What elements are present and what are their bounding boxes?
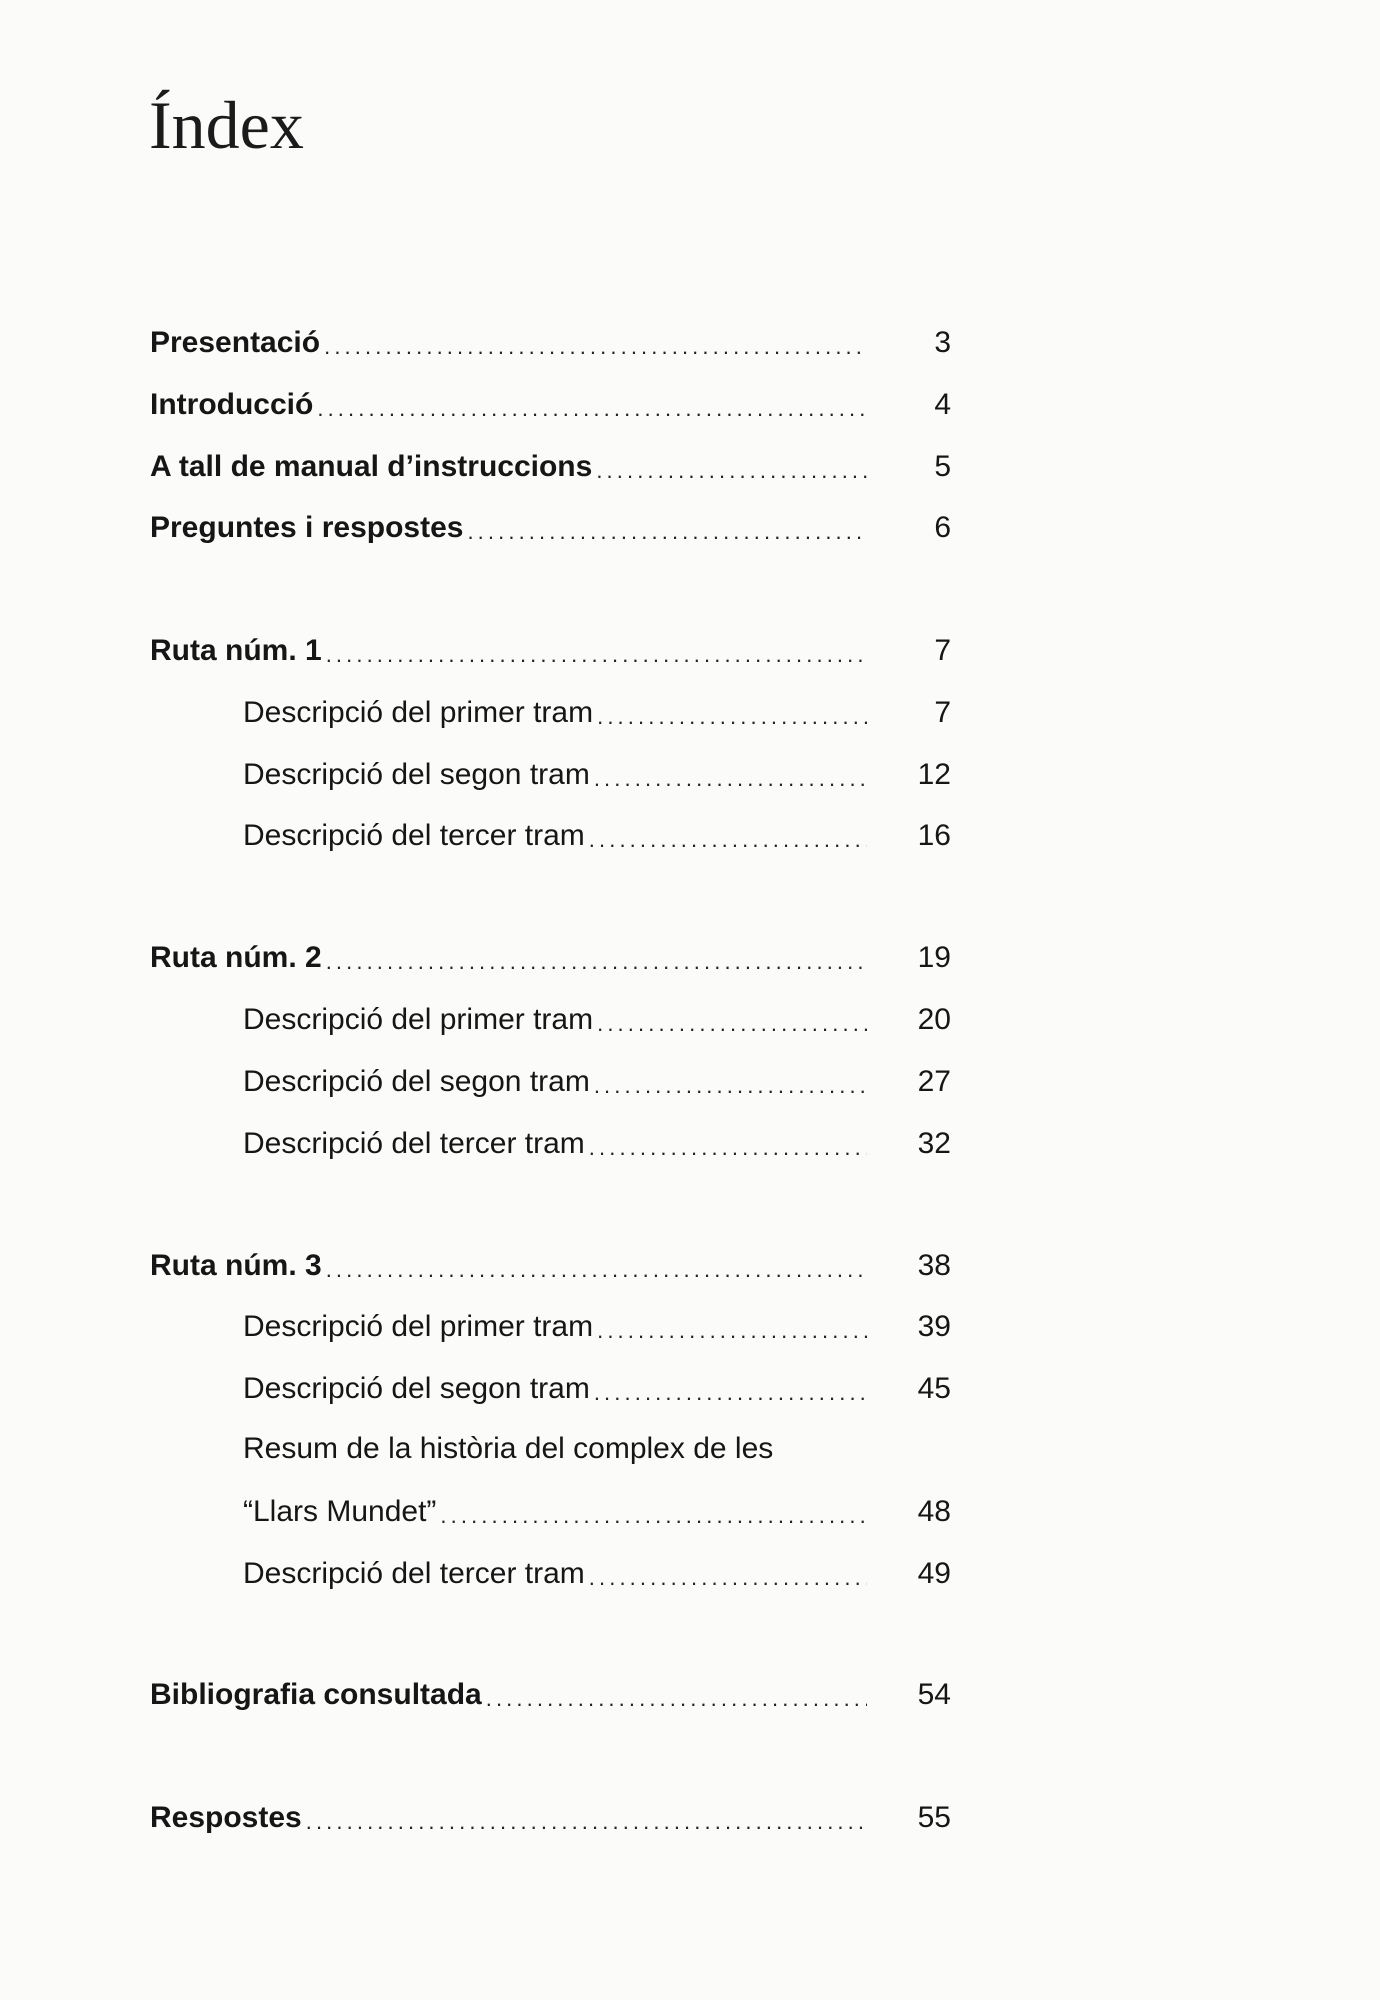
toc-subentry — [243, 1545, 951, 1589]
toc-entry-title: Descripció del tercer tram — [243, 1557, 585, 1590]
toc-subentry — [243, 1298, 951, 1342]
toc-subentry — [243, 746, 951, 790]
toc-entry — [150, 1789, 951, 1833]
toc-entry — [150, 1666, 951, 1710]
toc-subentry — [243, 1053, 951, 1097]
toc-dot-leader — [596, 460, 867, 482]
toc-entry-page: 48 — [917, 1495, 951, 1528]
toc-dot-leader — [589, 1137, 867, 1159]
toc-dot-leader — [440, 1505, 867, 1527]
toc-entry-page: 38 — [917, 1249, 951, 1282]
toc-entry-page: 39 — [917, 1310, 951, 1343]
toc-entry — [150, 438, 951, 482]
toc-entry-page: 54 — [917, 1678, 951, 1711]
toc-dot-leader — [594, 768, 867, 790]
toc-entry-title: Descripció del segon tram — [243, 1372, 590, 1405]
toc-dot-leader — [326, 951, 867, 973]
toc-dot-leader — [589, 1567, 867, 1589]
page-title: Índex — [149, 87, 304, 163]
toc-dot-leader — [317, 398, 867, 420]
toc-entry-page: 49 — [917, 1557, 951, 1590]
toc-entry — [150, 314, 951, 358]
toc-entry-title: Descripció del tercer tram — [243, 819, 585, 852]
toc-entry-title: Descripció del segon tram — [243, 1065, 590, 1098]
toc-entry-title: Resum de la història del complex de les — [243, 1432, 774, 1465]
toc-entry-page: 16 — [917, 819, 951, 852]
toc-entry-page: 32 — [917, 1127, 951, 1160]
toc-dot-leader — [326, 644, 867, 666]
toc-subentry — [243, 1360, 951, 1404]
toc-subentry — [243, 684, 951, 728]
toc-subentry — [243, 807, 951, 851]
toc-entry — [150, 622, 951, 666]
toc-dot-leader — [467, 521, 867, 543]
toc-entry-title: Descripció del primer tram — [243, 1310, 594, 1343]
toc-dot-leader — [594, 1075, 867, 1097]
toc-entry — [150, 929, 951, 973]
toc-entry-title: Respostes — [150, 1801, 302, 1834]
toc-dot-leader — [597, 706, 867, 728]
toc-entry — [150, 376, 951, 420]
toc-dot-leader — [486, 1688, 867, 1710]
toc-entry-title: A tall de manual d’instruccions — [150, 450, 593, 483]
toc-entry-page: 7 — [934, 696, 951, 729]
toc-dot-leader — [597, 1320, 867, 1342]
toc-entry-title: Descripció del tercer tram — [243, 1127, 585, 1160]
toc-entry-title: “Llars Mundet” — [243, 1495, 437, 1528]
toc-entry-page: 55 — [917, 1801, 951, 1834]
toc-entry-title: Preguntes i respostes — [150, 511, 464, 544]
toc-entry-page: 6 — [934, 511, 951, 544]
toc-entry-page: 45 — [917, 1372, 951, 1405]
toc-entry — [150, 1237, 951, 1281]
toc-entry-page: 20 — [917, 1003, 951, 1036]
toc-entry-page: 27 — [917, 1065, 951, 1098]
toc-dot-leader — [594, 1382, 867, 1404]
toc-entry-page: 12 — [917, 758, 951, 791]
toc-entry-page: 7 — [934, 634, 951, 667]
toc-dot-leader — [326, 1259, 867, 1281]
toc-entry-page: 5 — [934, 450, 951, 483]
toc-entry-title: Presentació — [150, 326, 321, 359]
toc-entry-title: Introducció — [150, 388, 314, 421]
toc-dot-leader — [306, 1811, 867, 1833]
toc-subentry-line1 — [243, 1420, 951, 1464]
toc-entry-page: 19 — [917, 941, 951, 974]
toc-entry-title: Descripció del primer tram — [243, 696, 594, 729]
toc-dot-leader — [324, 336, 867, 358]
toc-entry-title: Descripció del segon tram — [243, 758, 590, 791]
toc-subentry — [243, 991, 951, 1035]
toc-entry-page: 4 — [934, 388, 951, 421]
toc-entry-title: Ruta núm. 1 — [150, 634, 322, 667]
toc-entry-title: Ruta núm. 2 — [150, 941, 322, 974]
toc-entry-title: Bibliografia consultada — [150, 1678, 482, 1711]
toc-entry — [150, 499, 951, 543]
toc-dot-leader — [597, 1013, 867, 1035]
toc-subentry — [243, 1483, 951, 1527]
toc-entry-title: Descripció del primer tram — [243, 1003, 594, 1036]
toc-subentry — [243, 1115, 951, 1159]
toc-dot-leader — [589, 829, 867, 851]
toc-entry-title: Ruta núm. 3 — [150, 1249, 322, 1282]
toc-entry-page: 3 — [934, 326, 951, 359]
